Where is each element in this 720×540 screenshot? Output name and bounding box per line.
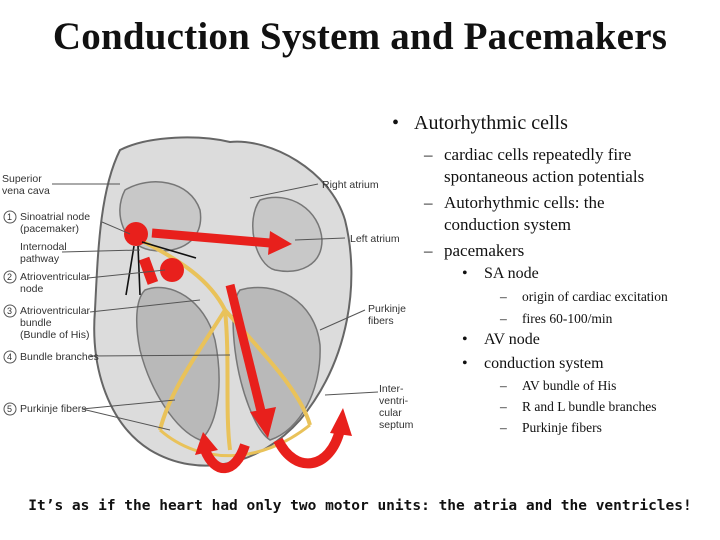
svg-text:1: 1	[7, 212, 13, 222]
label-bundle-branches: Bundle branches	[20, 351, 99, 363]
label-pathway: pathway	[20, 253, 60, 265]
svg-text:4: 4	[7, 352, 13, 362]
sub-bullet-2: – Autorhythmic cells: the conduction system	[424, 193, 605, 234]
label-septum-1: Inter-	[379, 383, 404, 395]
label-septum-3: cular	[379, 407, 402, 419]
svg-text:3: 3	[7, 306, 13, 316]
bullet-conduction-system: • conduction system	[462, 355, 604, 372]
conduction-item-3: – Purkinje fibers	[500, 420, 602, 435]
bullet-sa-node: • SA node	[462, 265, 539, 282]
sub-bullet-1: – cardiac cells repeatedly fire spontaneous action potentials	[424, 145, 645, 186]
label-superior: Superior	[2, 173, 42, 185]
sub-bullet-3: – pacemakers	[424, 241, 525, 260]
right-curve-arrow-head	[330, 408, 352, 436]
sa-item-2: – fires 60-100/min	[500, 311, 613, 326]
svg-text:5: 5	[7, 404, 13, 414]
label-vena-cava: vena cava	[2, 185, 50, 197]
label-av-bundle-2: bundle	[20, 317, 52, 329]
label-right-atrium: Right atrium	[322, 179, 379, 191]
bullet-autorhythmic: • Autorhythmic cells	[392, 112, 568, 134]
conduction-item-2: – R and L bundle branches	[500, 399, 657, 414]
bullet-av-node: • AV node	[462, 331, 540, 348]
label-septum-2: ventri-	[379, 395, 409, 407]
label-left-atrium: Left atrium	[350, 233, 400, 245]
left-labels	[2, 173, 99, 415]
label-av-bundle-3: (Bundle of His)	[20, 329, 90, 341]
label-internodal: Internodal	[20, 241, 67, 253]
label-av-bundle-1: Atrioventricular	[20, 305, 91, 317]
sa-item-1: – origin of cardiac excitation	[500, 289, 668, 304]
footer-note: It’s as if the heart had only two motor units: the atria and the ventricles!	[28, 498, 692, 514]
label-purkinje-left: Purkinje fibers	[20, 403, 87, 415]
label-septum-4: septum	[379, 419, 414, 431]
label-purkinje-right-2: fibers	[368, 315, 394, 327]
label-node: node	[20, 283, 44, 295]
slide-title: Conduction System and Pacemakers	[52, 15, 668, 58]
label-atrioventricular: Atrioventricular	[20, 271, 91, 283]
svg-text:2: 2	[7, 272, 13, 282]
label-sinoatrial: Sinoatrial node	[20, 211, 91, 223]
label-pacemaker: (pacemaker)	[20, 223, 79, 235]
label-purkinje-right-1: Purkinje	[368, 303, 406, 315]
number-badges	[4, 211, 16, 415]
heart-conduction-diagram	[0, 130, 414, 490]
right-curve-arrow	[278, 430, 340, 463]
conduction-item-1: – AV bundle of His	[500, 378, 617, 393]
